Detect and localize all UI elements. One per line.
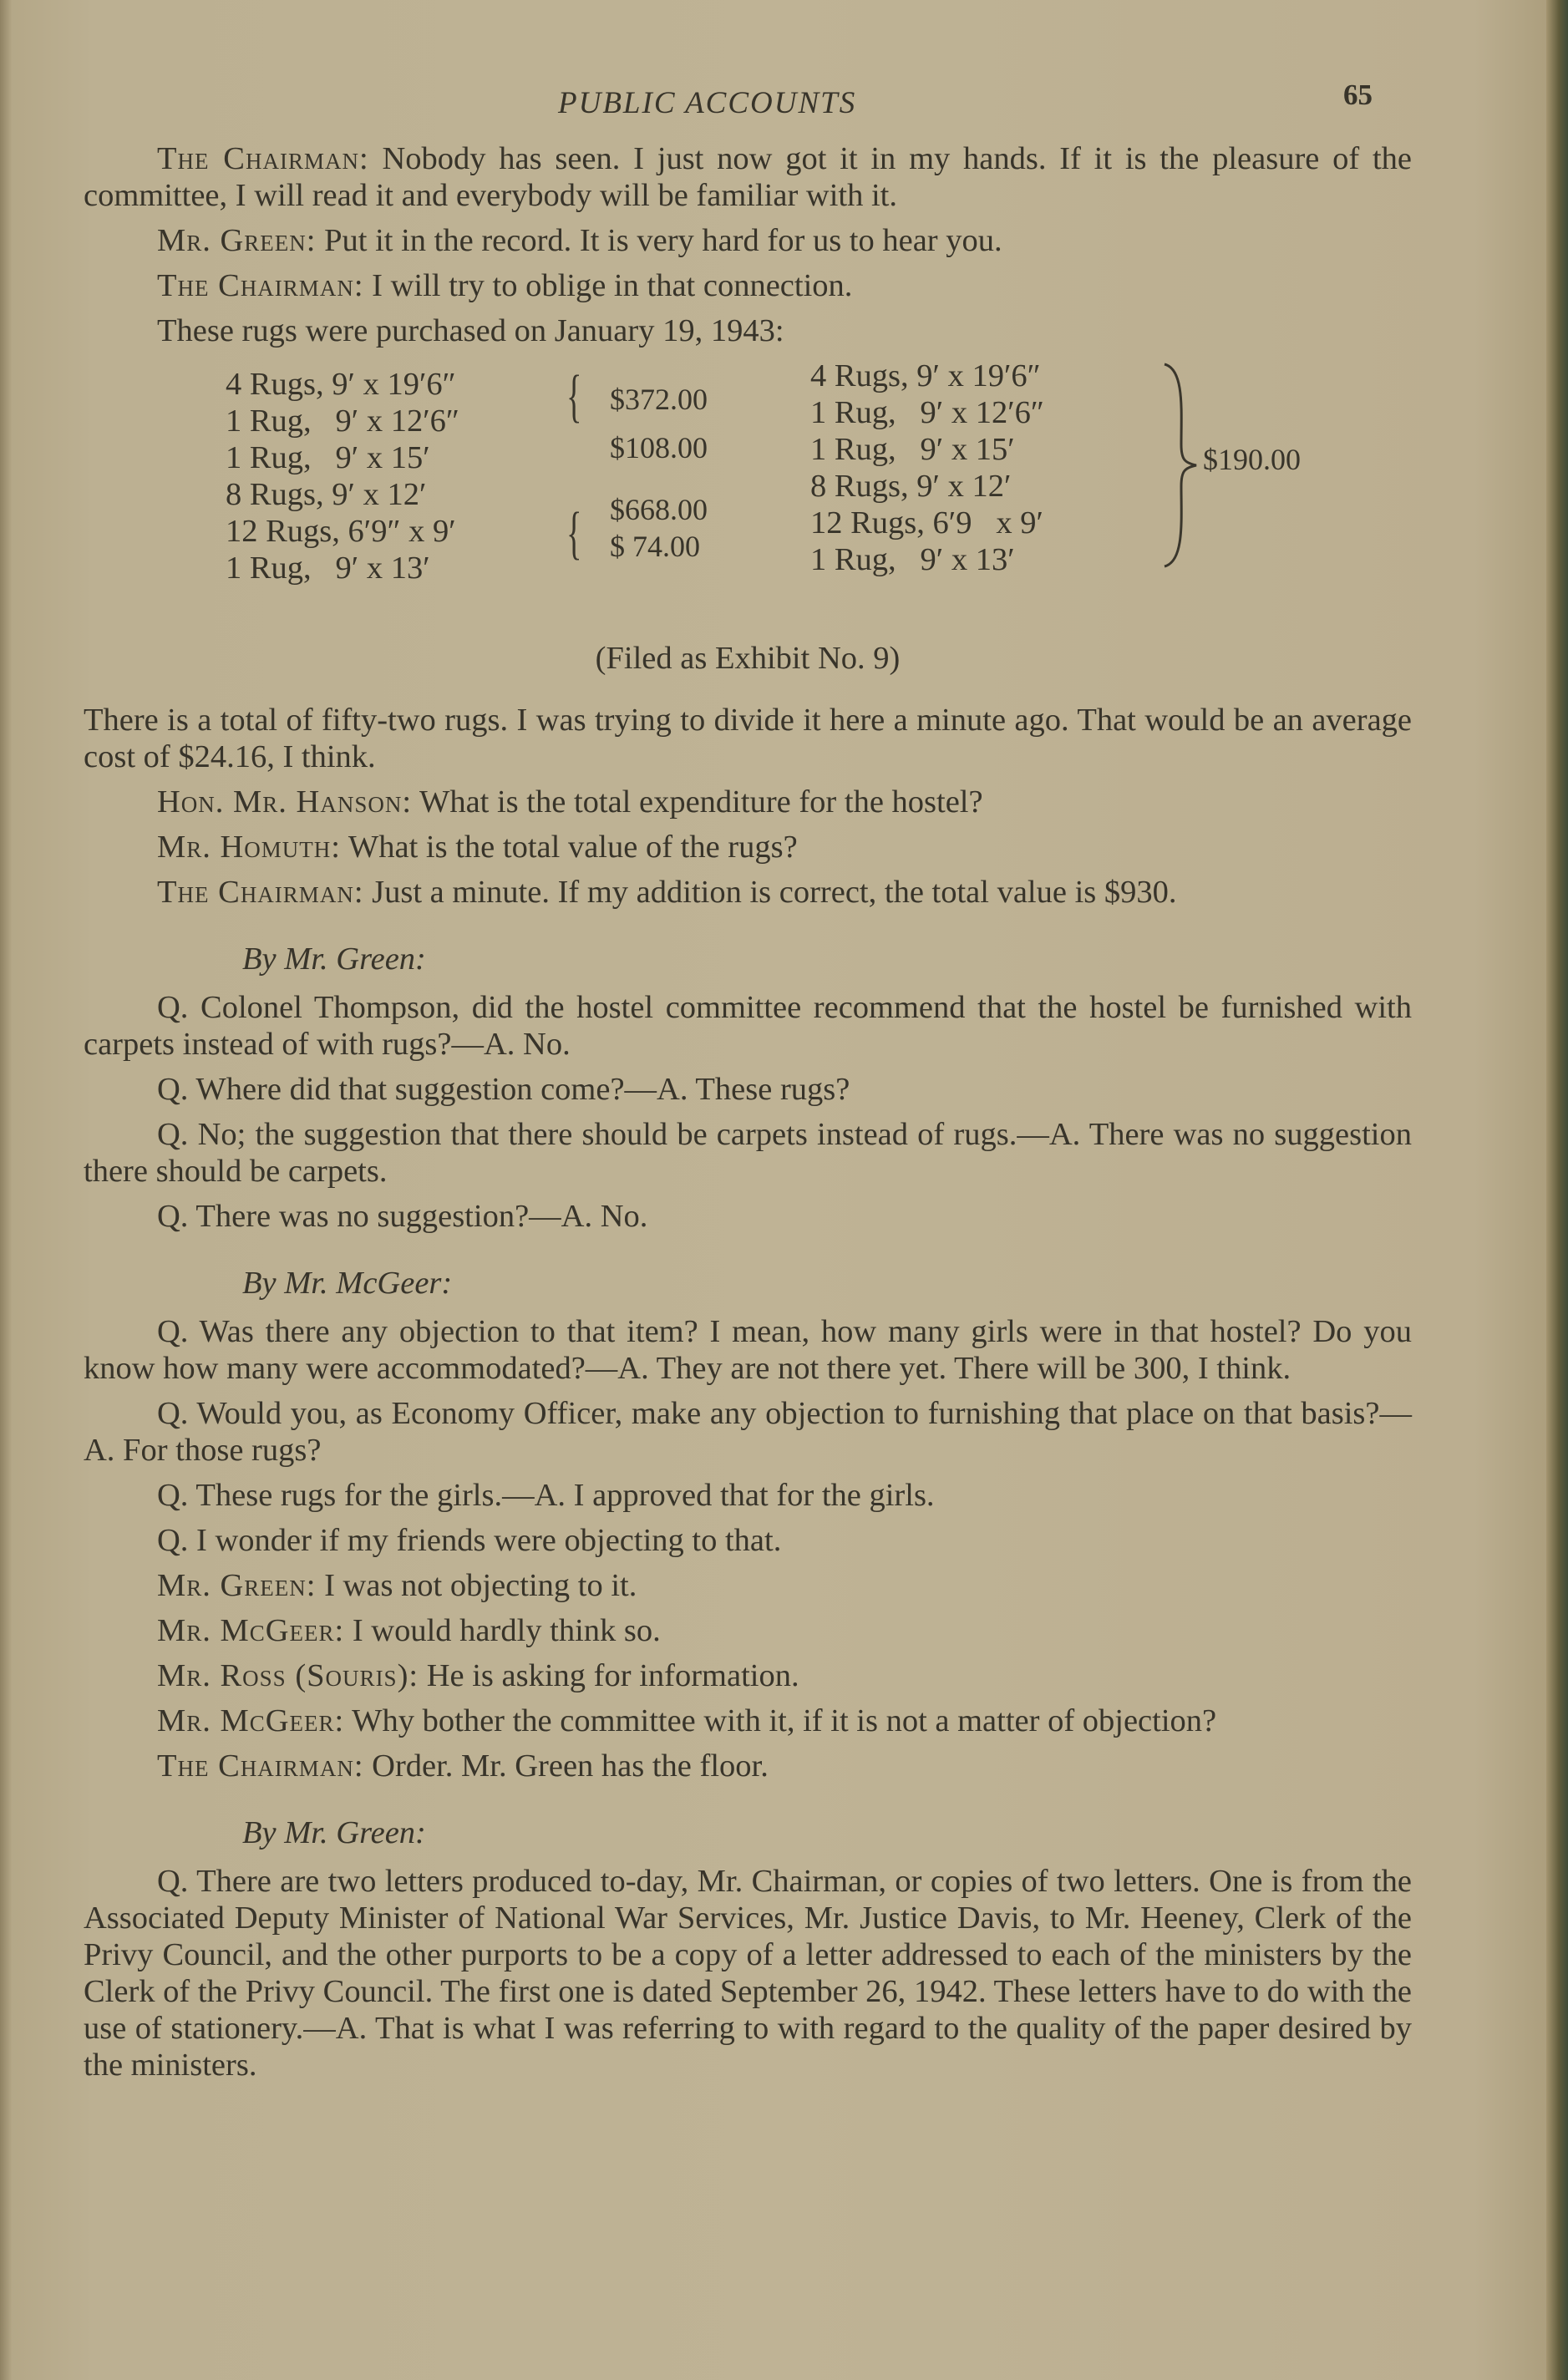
purchase-line: These rugs were purchased on January 19, 1943:	[157, 313, 784, 348]
paragraph	[84, 140, 1412, 214]
speech: I will try to oblige in that connection.	[363, 268, 853, 303]
book-binding-edge	[1546, 0, 1568, 2380]
rug-list-left	[226, 366, 459, 586]
page-number: 65	[1343, 79, 1373, 111]
question-answer: Q. There was no suggestion?—A. No.	[157, 1199, 648, 1234]
rug-list-right	[810, 358, 1044, 578]
speech: Why bother the committee with it, if it is not a matter of objection?	[344, 1703, 1217, 1738]
speech: Nobody has seen. I just now got it in my hands. If it is the pleasure of the committee, I will read it and everybody will be familiar with it.	[84, 141, 1412, 213]
paragraph	[84, 1748, 1412, 1784]
rug-item: 1 Rug, 9′ x 12′6″	[810, 395, 1044, 430]
speaker: The Chairman:	[157, 268, 364, 303]
price: $668.00	[610, 493, 708, 526]
speaker: Mr. Homuth:	[157, 830, 341, 865]
rug-purchase-table	[84, 358, 1412, 608]
paragraph	[84, 1567, 1412, 1604]
paragraph	[84, 267, 1412, 304]
question-answer: Q. There are two letters produced to-day, Mr. Chairman, or copies of two letters. One is from the Associated Deputy Minister of National War Services, Mr. Justice Davis, to Mr. Heeney, Clerk of the Privy Council, and the other purports to be a copy of a letter addressed to each of the ministers by the Clerk of the Privy Council. The first one is dated September 26, 1942. These letters have to do with the use of stationery.—A. That is what I was referring to with regard to the quality of the paper desired by the ministers.	[84, 1864, 1412, 2083]
rug-item: 8 Rugs, 9′ x 12′	[810, 469, 1012, 504]
rug-item: 12 Rugs, 6′9″ x 9′	[226, 514, 456, 549]
rug-item: 4 Rugs, 9′ x 19′6″	[226, 367, 456, 402]
rug-item: 12 Rugs, 6′9 x 9′	[810, 505, 1043, 540]
paragraph	[84, 702, 1412, 775]
byline: By Mr. Green:	[242, 1815, 426, 1850]
paragraph	[84, 784, 1412, 820]
speaker: Hon. Mr. Hanson:	[157, 784, 413, 820]
large-brace-icon	[1160, 361, 1210, 570]
speaker: Mr. Green:	[157, 1568, 317, 1603]
paragraph	[84, 1657, 1412, 1694]
question-answer: Q. Where did that suggestion come?—A. These rugs?	[157, 1072, 850, 1107]
page-left-edge	[0, 0, 12, 2380]
exhibit-note: (Filed as Exhibit No. 9)	[595, 641, 901, 676]
question-answer: Q. I wonder if my friends were objecting to that.	[157, 1523, 782, 1558]
rug-item: 1 Rug, 9′ x 13′	[810, 542, 1015, 577]
speech: Order. Mr. Green has the floor.	[363, 1748, 769, 1784]
byline: By Mr. McGeer:	[242, 1266, 453, 1301]
speaker: Mr. McGeer:	[157, 1703, 345, 1738]
paragraph	[84, 874, 1412, 911]
price: $372.00	[610, 383, 708, 416]
rug-item: 1 Rug, 9′ x 13′	[226, 551, 430, 586]
rug-item: 1 Rug, 9′ x 15′	[226, 440, 430, 475]
price: $ 74.00	[610, 530, 700, 563]
speaker: Mr. McGeer:	[157, 1613, 345, 1648]
question-answer: Q. Would you, as Economy Officer, make any objection to furnishing that place on that basis?—A. For those rugs?	[84, 1396, 1412, 1468]
running-title: PUBLIC ACCOUNTS	[558, 86, 857, 120]
speaker: Mr. Ross (Souris):	[157, 1658, 419, 1693]
speech: What is the total value of the rugs?	[341, 830, 798, 865]
question-answer: Q. No; the suggestion that there should be carpets instead of rugs.—A. There was no suggestion there should be carpets.	[84, 1117, 1412, 1189]
paragraph	[84, 1612, 1412, 1649]
speaker: The Chairman:	[157, 141, 369, 176]
price: $190.00	[1203, 443, 1301, 476]
speech: What is the total expenditure for the hostel?	[412, 784, 983, 820]
question-answer: Q. Was there any objection to that item? I mean, how many girls were in that hostel? Do you know how many were accommodated?—A. They are not there yet. There will be 300, I think.	[84, 1314, 1412, 1386]
rug-item: 8 Rugs, 9′ x 12′	[226, 477, 427, 512]
question-answer: Q. These rugs for the girls.—A. I approved that for the girls.	[157, 1478, 935, 1513]
speech: I was not objecting to it.	[316, 1568, 637, 1603]
page-header	[0, 77, 1568, 127]
brace-icon: {	[566, 501, 582, 566]
brace-icon: {	[566, 364, 582, 429]
paragraph	[84, 222, 1412, 259]
rug-item: 1 Rug, 9′ x 12′6″	[226, 403, 459, 439]
rug-item: 1 Rug, 9′ x 15′	[810, 432, 1015, 467]
byline: By Mr. Green:	[242, 941, 426, 977]
speech: Put it in the record. It is very hard for us to hear you.	[316, 223, 1002, 258]
speaker: The Chairman:	[157, 875, 364, 910]
rug-item: 4 Rugs, 9′ x 19′6″	[810, 358, 1041, 393]
paragraph	[84, 1703, 1412, 1739]
speaker: Mr. Green:	[157, 223, 317, 258]
speech: Just a minute. If my addition is correct, the total value is $930.	[363, 875, 1177, 910]
speech: He is asking for information.	[419, 1658, 799, 1693]
question-answer: Q. Colonel Thompson, did the hostel committee recommend that the hostel be furnished with carpets instead of with rugs?—A. No.	[84, 990, 1412, 1062]
page-body	[84, 140, 1412, 2092]
price: $108.00	[610, 431, 708, 464]
speaker: The Chairman:	[157, 1748, 364, 1784]
speech: I would hardly think so.	[344, 1613, 661, 1648]
speech: There is a total of fifty-two rugs. I was trying to divide it here a minute ago. That would be an average cost of $24.16, I think.	[84, 703, 1412, 774]
paragraph	[84, 829, 1412, 865]
